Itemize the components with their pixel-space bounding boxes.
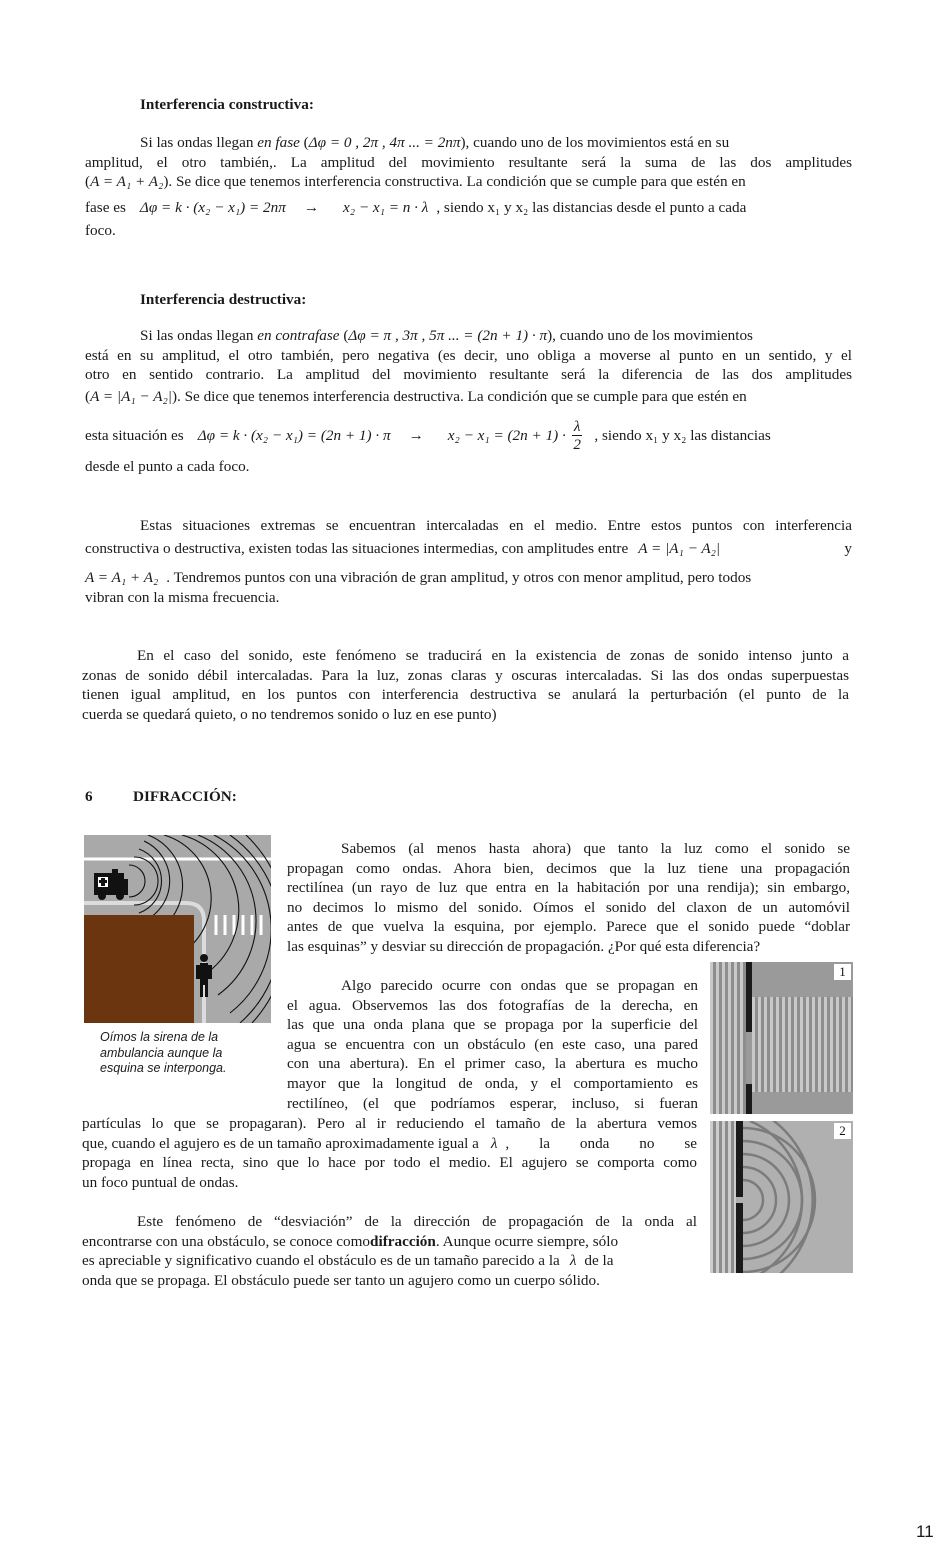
text: es apreciable y significativo cuando el obstáculo es de un tamaño parecido a la [82,1252,560,1270]
text-italic: en fase [257,134,300,151]
paragraph-sound [82,646,849,724]
paragraph-diffraction-intro [287,839,850,957]
paragraph-intermediate [85,516,852,607]
text-line: no decimos lo mismo del sonido. Oímos el sonido del claxon de un automóvil [287,898,850,916]
text-line: Algo parecido ocurre con ondas que se propagan en [341,977,698,994]
formula-amplitude-sum: A = A₁ + A₂ [90,173,164,191]
photo-wide-aperture [710,962,853,1114]
formula-amplitude-difference: A = |A₁ − A₂| [638,539,721,557]
text-line: otro en sentido contrario. La amplitud del movimiento resultante será la diferencia de las dos amplitudes [85,366,852,384]
text: ). Se dice que tenemos interferencia destructiva. La condición que se cumple para que estén en [171,387,747,405]
text: Si las ondas llegan [140,327,258,344]
text: , la onda no se [505,1134,697,1152]
formula-antiphase: Δφ = π , 3π , 5π ... = (2n + 1) · π [348,327,548,344]
text-line: el agua. Observemos las dos fotografías de la derecha, en [287,996,698,1014]
text-line: rectilínea (un rayo de luz que entra en la habitación por una rendija); sin embargo, [287,879,850,897]
text: y [844,539,852,557]
text-line: propaga en línea recta, sino que lo hace por todo el medio. El agujero se comporta como [82,1154,697,1172]
text: constructiva o destructiva, existen todas las situaciones intermedias, con amplitudes entre [85,539,629,557]
text: ), cuando uno de los movimientos está en su [460,134,730,151]
text-line: cuerda se quedará quieto, o no tendremos sonido o luz en ese punto) [82,705,497,723]
text-line: vibran con la misma frecuencia. [85,588,280,606]
formula-path-difference: x₂ − x₁ = n · λ [343,198,429,216]
text-line: las esquinas” y desviar su dirección de propagación. ¿Por qué esta diferencia? [287,937,761,955]
text-line: amplitud, el otro también,. La amplitud del movimiento resultante será la suma de las dos amplitudes [85,153,852,171]
text-line: partículas lo que se propagaran). Pero al ir reduciendo el tamaño de la abertura vemos [82,1115,697,1132]
formula-phase: Δφ = 0 , 2π , 4π ... = 2nπ [308,134,461,151]
text: ( [85,173,91,191]
text-line: foco. [85,222,116,240]
paragraph-water-waves [287,976,698,1113]
fraction [572,418,583,453]
text-line: zonas de sonido débil intercaladas. Para la luz, zonas claras y oscuras intercaladas. Si las dos ondas superpuestas [82,666,849,684]
text-italic: en contrafase [257,327,340,344]
text-line: con una abertura). En el primer caso, la abertura es mucho [287,1055,698,1073]
heading-constructive: Interferencia constructiva: [140,96,314,113]
text: ), cuando uno de los movimientos [547,327,753,344]
paragraph-diffraction-definition [82,1212,697,1290]
ambulance-figure [84,835,271,1023]
text: ( [339,327,349,344]
caption-line: Oímos la sirena de la [100,1030,219,1044]
text-line: antes de que vuelva la esquina, por ejemplo. Parece que el sonido puede “doblar [287,918,850,936]
wave-photo-1 [710,962,853,1114]
figure-caption [100,1030,280,1077]
paragraph-constructive [85,133,852,241]
paragraph-destructive [85,326,852,477]
text-line: Este fenómeno de “desviación” de la dirección de propagación de la onda al [137,1213,697,1230]
lambda-symbol: λ [569,1252,577,1270]
fraction-numerator: λ [573,418,581,436]
text: , siendo x₁ y x₂ las distancias [594,427,771,445]
text: Si las ondas llegan [140,134,258,151]
text-line: Sabemos (al menos hasta ahora) que tanto la luz como el sonido se [341,840,850,857]
section-title: DIFRACCIÓN: [133,788,237,805]
fraction-denominator: 2 [573,436,581,454]
text: ( [85,387,91,405]
formula-amplitude-sum: A = A₁ + A₂ [85,569,159,587]
text: ). Se dice que tenemos interferencia constructiva. La condición que se cumple para que estén en [163,173,746,191]
paragraph-water-waves-cont [82,1114,697,1192]
text-line: está en su amplitud, el otro también, pero negativa (es decir, uno obliga a moverse al punto en un sentido, y el [85,346,852,364]
heading-destructive: Interferencia destructiva: [140,291,307,308]
photo-label: 2 [839,1123,846,1138]
wave-photo-2 [710,1121,853,1273]
formula-phase-condition: Δφ = k · (x₂ − x₁) = (2n + 1) · π [197,427,391,445]
text: . Tendremos puntos con una vibración de gran amplitud, y otros con menor amplitud, pero todos [166,569,752,587]
text: fase es [85,198,126,216]
text-line: agua se encuentra con un obstáculo (en este caso, una pared [287,1035,698,1053]
caption-line: esquina se interponga. [100,1061,227,1075]
photo-label: 1 [839,964,846,979]
text-line: rectilíneo, (el que podríamos esperar, incluso, si fueran [287,1094,698,1112]
formula-phase-condition: Δφ = k · (x₂ − x₁) = 2nπ [139,198,286,216]
lambda-symbol: λ [490,1134,498,1152]
section-number: 6 [85,788,93,805]
text-line: mayor que la longitud de onda, y el comportamiento es [287,1074,698,1092]
formula-path-difference: x₂ − x₁ = (2n + 1) · [447,427,566,445]
formula-amplitude-difference: A = |A₁ − A₂| [90,387,172,405]
text: . Aunque ocurre siempre, sólo [435,1232,619,1250]
text-line: tienen igual amplitud, en los puntos con interferencia destructiva se anulará la perturbación (el punto de la [82,686,849,704]
text: ( [299,134,309,151]
photo-narrow-aperture [710,1121,853,1273]
term-difraccion: difracción [370,1232,436,1250]
arrow-icon: → [408,427,424,445]
text-line: onda que se propaga. El obstáculo puede ser tanto un agujero como un cuerpo sólido. [82,1271,600,1289]
text: que, cuando el agujero es de un tamaño aproximadamente igual a [82,1134,479,1152]
arrow-icon: → [303,198,320,216]
ambulance-illustration [84,835,271,1023]
caption-line: ambulancia aunque la [100,1045,223,1060]
text-line: En el caso del sonido, este fenómeno se traducirá en la existencia de zonas de sonido intenso junto a [137,647,849,664]
text: , siendo x₁ y x₂ las distancias desde el punto a cada [436,198,747,216]
text-line: propagan como ondas. Ahora bien, decimos que la luz tiene una propagación [287,859,850,877]
text-line: un foco puntual de ondas. [82,1173,239,1191]
text-line: Estas situaciones extremas se encuentran intercaladas en el medio. Entre estos puntos con interferencia [140,517,852,534]
text: esta situación es [85,427,184,445]
text: de la [584,1252,614,1270]
text-line: las que una onda plana que se propaga por la superficie del [287,1016,698,1034]
page-number: 11 [916,1522,934,1541]
text: encontrarse con una obstáculo, se conoce como [82,1232,371,1250]
text-line: desde el punto a cada foco. [85,458,250,476]
